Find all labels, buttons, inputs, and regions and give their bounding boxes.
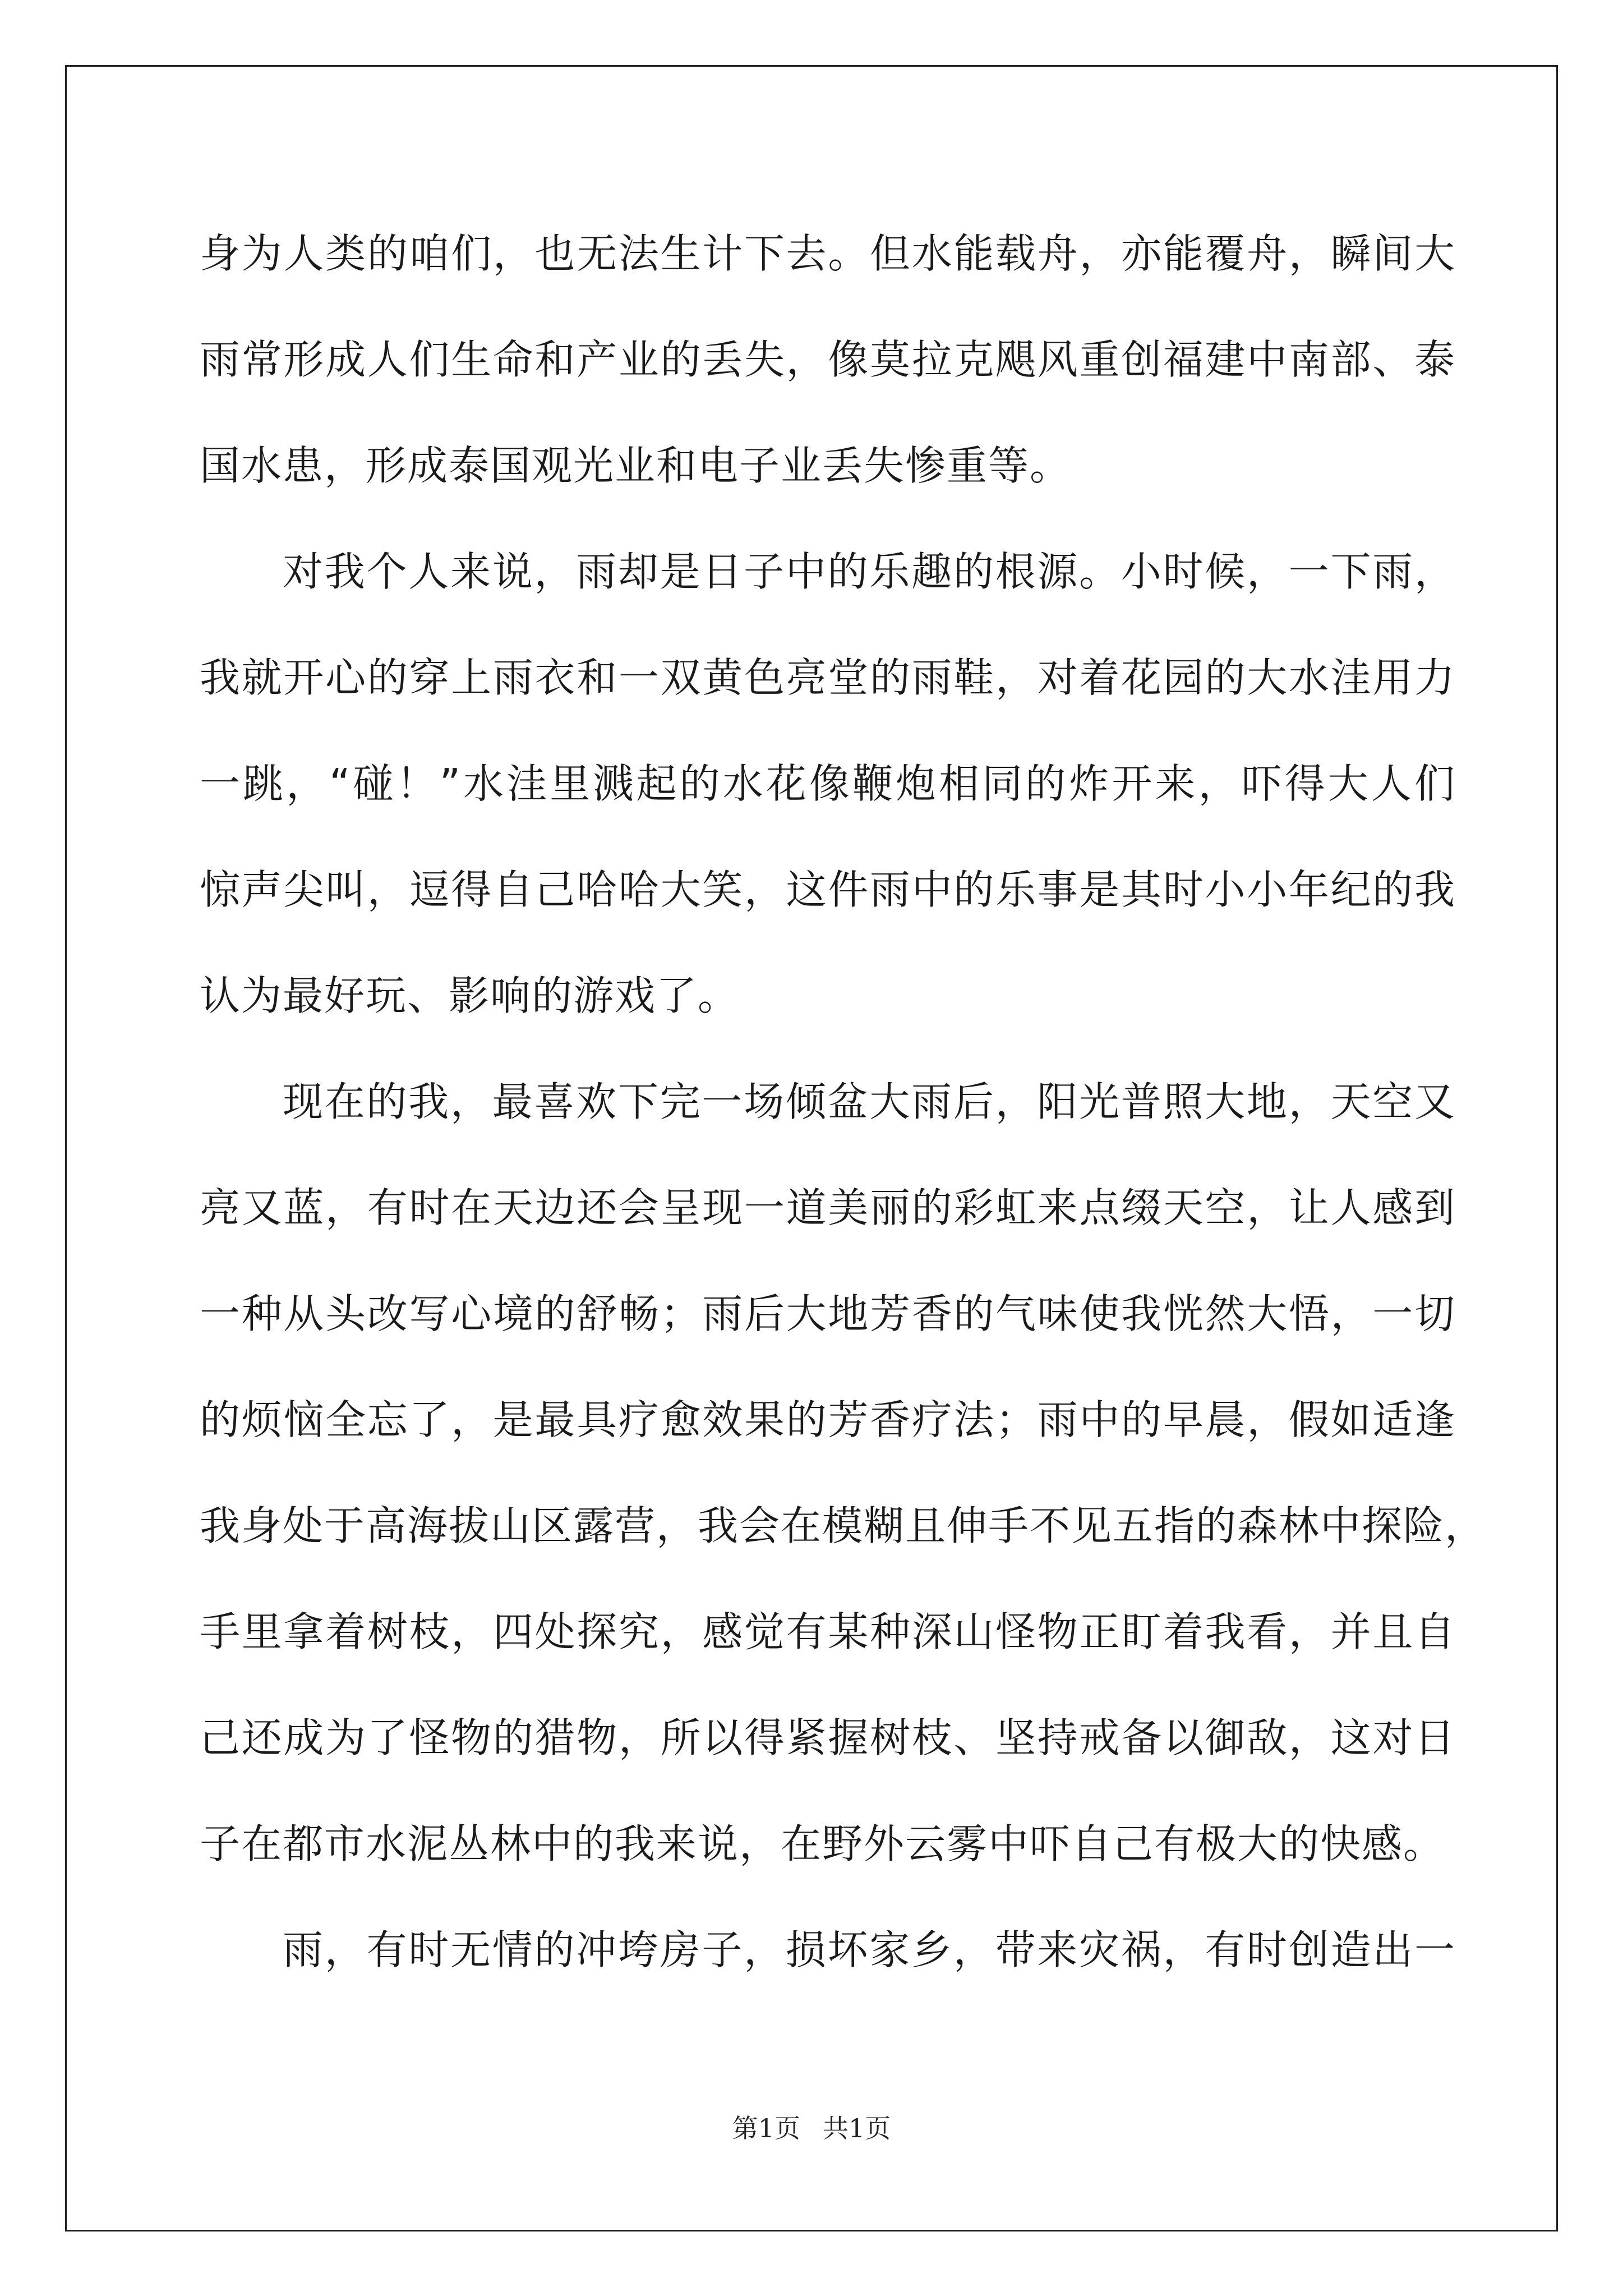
text-line: 我身处于高海拔山区露营，我会在模糊且伸手不见五指的森林中探险，	[200, 1502, 1487, 1549]
text-line: 己还成为了怪物的猎物，所以得紧握树枝、坚持戒备以御敌，这对日	[200, 1714, 1456, 1761]
text-line: 身为人类的咱们，也无法生计下去。但水能载舟，亦能覆舟，瞬间大	[200, 230, 1456, 277]
text-line: 雨常形成人们生命和产业的丢失，像莫拉克飓风重创福建中南部、泰	[200, 336, 1456, 383]
text-line: 亮又蓝，有时在天边还会呈现一道美丽的彩虹来点缀天空，让人感到	[200, 1184, 1456, 1231]
document-body	[200, 201, 1487, 2003]
text-line: 现在的我，最喜欢下完一场倾盆大雨后，阳光普照大地，天空又	[283, 1078, 1456, 1125]
text-line: 一种从头改写心境的舒畅；雨后大地芳香的气味使我恍然大悟，一切	[200, 1290, 1456, 1337]
page-number-label: 第1页	[732, 2113, 800, 2143]
page-footer	[0, 2108, 1623, 2145]
text-line: 手里拿着树枝，四处探究，感觉有某种深山怪物正盯着我看，并且自	[200, 1608, 1456, 1655]
text-line: 我就开心的穿上雨衣和一双黄色亮堂的雨鞋，对着花园的大水洼用力	[200, 654, 1456, 701]
text-line: 认为最好玩、影响的游戏了。	[200, 972, 740, 1019]
text-line: 一跳，“碰！”水洼里溅起的水花像鞭炮相同的炸开来，吓得大人们	[200, 760, 1456, 807]
text-line: 惊声尖叫，逗得自己哈哈大笑，这件雨中的乐事是其时小小年纪的我	[200, 866, 1456, 913]
text-line: 国水患，形成泰国观光业和电子业丢失惨重等。	[200, 442, 1072, 489]
text-line: 雨，有时无情的冲垮房子，损坏家乡，带来灾祸，有时创造出一	[283, 1926, 1456, 1973]
text-line: 的烦恼全忘了，是最具疗愈效果的芳香疗法；雨中的早晨，假如适逢	[200, 1396, 1456, 1443]
page-total-label: 共1页	[823, 2113, 891, 2143]
text-line: 对我个人来说，雨却是日子中的乐趣的根源。小时候，一下雨，	[283, 548, 1456, 595]
text-line: 子在都市水泥丛林中的我来说，在野外云雾中吓自己有极大的快感。	[200, 1820, 1445, 1867]
